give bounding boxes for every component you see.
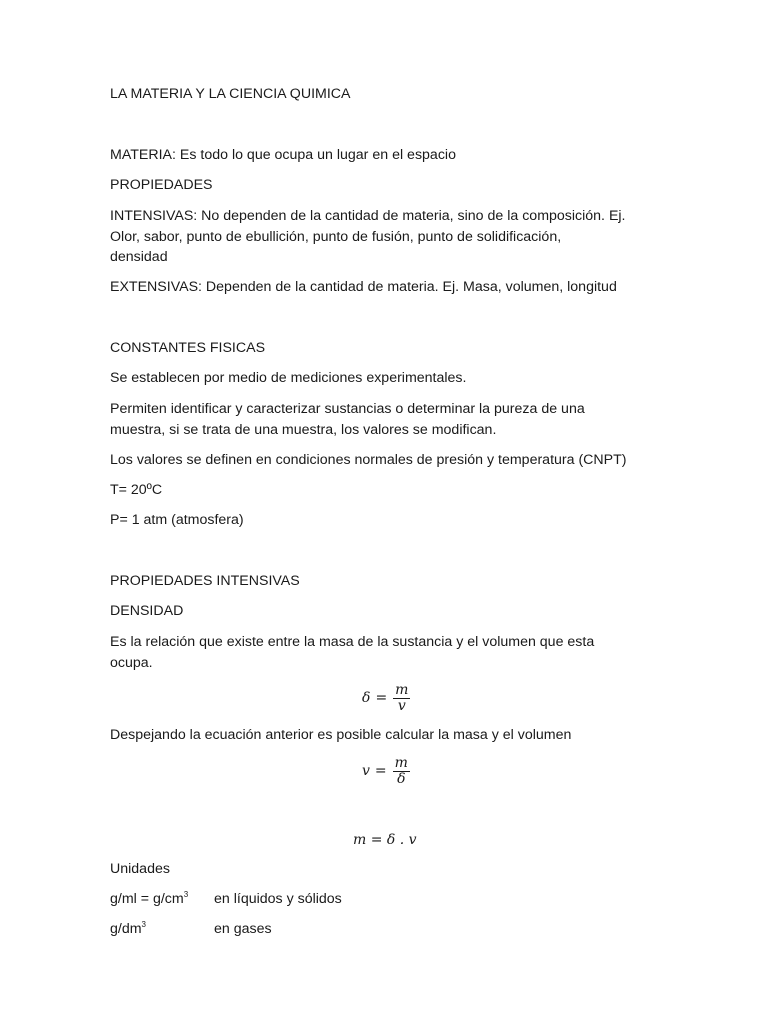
constantes-line-3: Los valores se definen en condiciones normales de presión y temperatura (CNPT) (110, 452, 627, 468)
unit-exponent: 3 (141, 920, 146, 929)
formula-fraction (393, 683, 410, 714)
fraction-denominator: v (397, 698, 406, 714)
despejando-line: Despejando la ecuación anterior es posible calcular la masa y el volumen (110, 727, 572, 743)
extensivas-definition: EXTENSIVAS: Dependen de la cantidad de materia. Ej. Masa, volumen, longitud (110, 279, 617, 295)
intensivas-line-2: Olor, sabor, punto de ebullición, punto de fusión, punto de solidificación, (110, 229, 562, 245)
mass-formula: m = δ . v (353, 832, 417, 848)
formula-equals: = (374, 763, 387, 780)
intensivas-line-3: densidad (110, 249, 168, 265)
intensivas-line-1: INTENSIVAS: No dependen de la cantidad de materia, sino de la composición. Ej. (110, 208, 626, 224)
constantes-heading: CONSTANTES FISICAS (110, 340, 266, 356)
formula-lhs: δ (362, 690, 371, 707)
materia-definition: MATERIA: Es todo lo que ocupa un lugar en el espacio (110, 147, 456, 163)
constantes-line-2b: muestra, si se trata de una muestra, los valores se modifican. (110, 422, 497, 438)
unit-gases-desc: en gases (214, 921, 272, 937)
unit-liquids-solids (110, 889, 188, 910)
unit-base: g/dm (110, 921, 142, 937)
fraction-denominator: δ (397, 771, 406, 787)
propiedades-heading: PROPIEDADES (110, 177, 213, 193)
unit-base: g/ml = g/cm (110, 891, 184, 907)
formula-lhs: v (362, 763, 370, 780)
fraction-numerator: m (395, 682, 409, 698)
fraction-numerator: m (394, 755, 408, 771)
unit-gases (110, 919, 146, 940)
unit-liquids-solids-desc: en líquidos y sólidos (214, 891, 342, 907)
constantes-line-2a: Permiten identificar y caracterizar sustancias o determinar la pureza de una (110, 401, 585, 417)
propiedades-intensivas-heading: PROPIEDADES INTENSIVAS (110, 573, 300, 589)
temperatura-value: T= 20ºC (110, 482, 163, 498)
unidades-heading: Unidades (110, 861, 170, 877)
unit-exponent: 3 (183, 890, 189, 899)
constantes-line-1: Se establecen por medio de mediciones experimentales. (110, 370, 467, 386)
densidad-heading: DENSIDAD (110, 603, 184, 619)
document-title: LA MATERIA Y LA CIENCIA QUIMICA (110, 86, 351, 102)
densidad-line-1b: ocupa. (110, 655, 153, 671)
formula-equals: = (375, 690, 388, 707)
formula-fraction (393, 756, 410, 787)
volume-formula (362, 756, 410, 787)
densidad-line-1a: Es la relación que existe entre la masa de la sustancia y el volumen que esta (110, 634, 595, 650)
presion-value: P= 1 atm (atmosfera) (110, 512, 244, 528)
density-formula (362, 683, 410, 714)
